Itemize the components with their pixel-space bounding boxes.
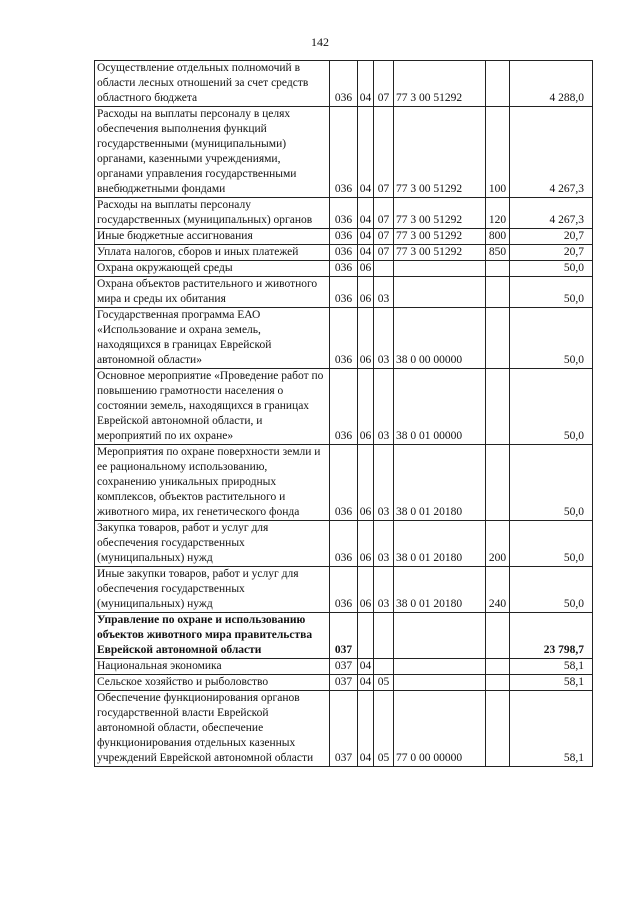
row-expense-type: 100 <box>486 107 510 198</box>
table-row <box>95 659 593 675</box>
row-name: Расходы на выплаты персоналу государственных (муниципальных) органов <box>95 198 330 229</box>
table-row <box>95 61 593 107</box>
row-section-code: 04 <box>358 198 374 229</box>
row-department-code: 036 <box>330 61 358 107</box>
row-section-code: 06 <box>358 521 374 567</box>
row-subsection-code <box>374 261 394 277</box>
row-subsection-code: 03 <box>374 369 394 445</box>
budget-table <box>94 60 593 767</box>
row-target-article: 38 0 00 00000 <box>394 308 486 369</box>
row-section-code: 04 <box>358 61 374 107</box>
row-amount: 20,7 <box>510 245 593 261</box>
row-subsection-code <box>374 613 394 659</box>
row-subsection-code: 03 <box>374 521 394 567</box>
row-name: Управление по охране и использованию объектов животного мира правительства Еврейской автономной области <box>95 613 330 659</box>
row-expense-type: 850 <box>486 245 510 261</box>
row-department-code: 036 <box>330 198 358 229</box>
row-subsection-code: 03 <box>374 567 394 613</box>
row-expense-type: 800 <box>486 229 510 245</box>
table-row <box>95 261 593 277</box>
table-row <box>95 613 593 659</box>
row-section-code: 06 <box>358 567 374 613</box>
row-target-article <box>394 659 486 675</box>
row-target-article: 77 3 00 51292 <box>394 229 486 245</box>
table-row <box>95 369 593 445</box>
row-section-code: 04 <box>358 229 374 245</box>
row-subsection-code: 07 <box>374 198 394 229</box>
row-amount: 50,0 <box>510 277 593 308</box>
row-expense-type: 120 <box>486 198 510 229</box>
row-subsection-code: 03 <box>374 308 394 369</box>
row-department-code: 037 <box>330 659 358 675</box>
row-name: Охрана объектов растительного и животного мира и среды их обитания <box>95 277 330 308</box>
row-target-article: 77 3 00 51292 <box>394 245 486 261</box>
row-name: Основное мероприятие «Проведение работ по повышению грамотности населения о состоянии земель, находящихся в границах Еврейской автономной области, и мероприятий по их охране» <box>95 369 330 445</box>
row-amount: 50,0 <box>510 445 593 521</box>
row-expense-type: 200 <box>486 521 510 567</box>
row-expense-type <box>486 445 510 521</box>
row-department-code: 036 <box>330 521 358 567</box>
row-name: Иные бюджетные ассигнования <box>95 229 330 245</box>
row-department-code: 036 <box>330 445 358 521</box>
row-subsection-code: 07 <box>374 61 394 107</box>
row-department-code: 037 <box>330 675 358 691</box>
row-department-code: 037 <box>330 613 358 659</box>
row-amount: 58,1 <box>510 675 593 691</box>
row-name: Мероприятия по охране поверхности земли и ее рациональному использованию, сохранению уникальных природных комплексов, объектов растительного и животного мира, их генетического фонда <box>95 445 330 521</box>
row-target-article: 38 0 01 20180 <box>394 521 486 567</box>
row-subsection-code: 05 <box>374 675 394 691</box>
row-department-code: 036 <box>330 229 358 245</box>
row-target-article <box>394 675 486 691</box>
row-section-code: 06 <box>358 277 374 308</box>
table-row <box>95 567 593 613</box>
row-amount: 50,0 <box>510 521 593 567</box>
row-department-code: 036 <box>330 277 358 308</box>
row-section-code <box>358 613 374 659</box>
row-name: Расходы на выплаты персоналу в целях обеспечения выполнения функций государственными (муниципальными) органами, казенными учреждениями, органами управления государственными внебюджетными фондами <box>95 107 330 198</box>
row-amount: 20,7 <box>510 229 593 245</box>
row-expense-type <box>486 691 510 767</box>
row-expense-type: 240 <box>486 567 510 613</box>
row-target-article <box>394 277 486 308</box>
table-row <box>95 229 593 245</box>
row-amount: 4 267,3 <box>510 198 593 229</box>
row-target-article: 38 0 01 20180 <box>394 445 486 521</box>
row-department-code: 036 <box>330 308 358 369</box>
row-amount: 58,1 <box>510 691 593 767</box>
row-department-code: 036 <box>330 107 358 198</box>
row-amount: 50,0 <box>510 308 593 369</box>
table-row <box>95 445 593 521</box>
row-amount: 4 267,3 <box>510 107 593 198</box>
row-target-article: 77 3 00 51292 <box>394 107 486 198</box>
row-name: Сельское хозяйство и рыболовство <box>95 675 330 691</box>
row-subsection-code: 07 <box>374 229 394 245</box>
row-subsection-code <box>374 659 394 675</box>
row-subsection-code: 03 <box>374 445 394 521</box>
row-subsection-code: 07 <box>374 107 394 198</box>
row-amount: 50,0 <box>510 261 593 277</box>
row-section-code: 06 <box>358 369 374 445</box>
row-section-code: 04 <box>358 675 374 691</box>
row-subsection-code: 05 <box>374 691 394 767</box>
row-department-code: 036 <box>330 245 358 261</box>
row-section-code: 04 <box>358 659 374 675</box>
row-target-article: 77 3 00 51292 <box>394 198 486 229</box>
row-expense-type <box>486 308 510 369</box>
table-row <box>95 277 593 308</box>
row-section-code: 04 <box>358 691 374 767</box>
row-subsection-code: 03 <box>374 277 394 308</box>
row-name: Государственная программа ЕАО «Использование и охрана земель, находящихся в границах Еврейской автономной области» <box>95 308 330 369</box>
row-section-code: 04 <box>358 245 374 261</box>
table-row <box>95 675 593 691</box>
row-amount: 4 288,0 <box>510 61 593 107</box>
row-expense-type <box>486 369 510 445</box>
row-target-article: 38 0 01 00000 <box>394 369 486 445</box>
row-name: Охрана окружающей среды <box>95 261 330 277</box>
row-amount: 50,0 <box>510 567 593 613</box>
table-row <box>95 245 593 261</box>
row-target-article <box>394 613 486 659</box>
row-name: Национальная экономика <box>95 659 330 675</box>
table-row <box>95 521 593 567</box>
row-expense-type <box>486 659 510 675</box>
row-expense-type <box>486 675 510 691</box>
row-section-code: 04 <box>358 107 374 198</box>
row-department-code: 036 <box>330 567 358 613</box>
row-name: Закупка товаров, работ и услуг для обеспечения государственных (муниципальных) нужд <box>95 521 330 567</box>
page-number: 142 <box>311 35 329 49</box>
row-target-article: 77 0 00 00000 <box>394 691 486 767</box>
row-amount: 23 798,7 <box>510 613 593 659</box>
table-row <box>95 691 593 767</box>
table-row <box>95 308 593 369</box>
row-target-article: 38 0 01 20180 <box>394 567 486 613</box>
row-section-code: 06 <box>358 445 374 521</box>
row-section-code: 06 <box>358 261 374 277</box>
table-row <box>95 198 593 229</box>
row-name: Обеспечение функционирования органов государственной власти Еврейской автономной области, обеспечение функционирования отдельных казенных учреждений Еврейской автономной области <box>95 691 330 767</box>
row-expense-type <box>486 61 510 107</box>
row-department-code: 036 <box>330 369 358 445</box>
row-department-code: 036 <box>330 261 358 277</box>
row-target-article: 77 3 00 51292 <box>394 61 486 107</box>
row-name: Иные закупки товаров, работ и услуг для обеспечения государственных (муниципальных) нужд <box>95 567 330 613</box>
row-department-code: 037 <box>330 691 358 767</box>
row-target-article <box>394 261 486 277</box>
row-expense-type <box>486 277 510 308</box>
row-amount: 50,0 <box>510 369 593 445</box>
table-row <box>95 107 593 198</box>
row-expense-type <box>486 261 510 277</box>
row-name: Осуществление отдельных полномочий в области лесных отношений за счет средств областного бюджета <box>95 61 330 107</box>
row-subsection-code: 07 <box>374 245 394 261</box>
row-expense-type <box>486 613 510 659</box>
row-amount: 58,1 <box>510 659 593 675</box>
row-name: Уплата налогов, сборов и иных платежей <box>95 245 330 261</box>
row-section-code: 06 <box>358 308 374 369</box>
